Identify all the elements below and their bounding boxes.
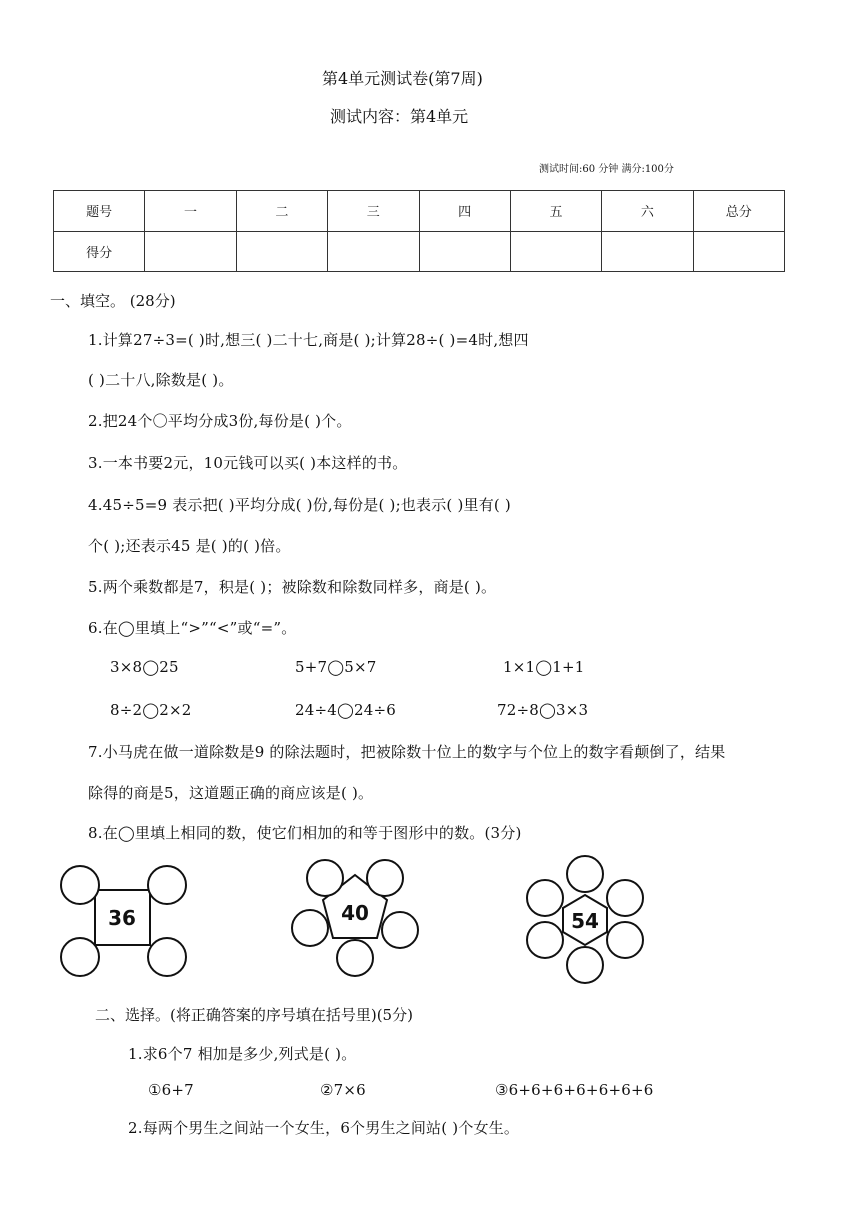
answer-circle[interactable] (61, 938, 99, 976)
answer-circle[interactable] (607, 880, 643, 916)
score-table-score-row (54, 231, 785, 272)
compare-item: 1×1◯1+1 (503, 658, 585, 676)
score-header-cell: 六 (602, 191, 693, 232)
question-1-line-1: 1.计算27÷3=( )时,想三( )二十七,商是( );计算28÷( )=4时,想四 (88, 331, 529, 349)
question-7-line-2: 除得的商是5，这道题正确的商应该是( )。 (88, 784, 374, 802)
score-header-cell: 总分 (693, 191, 784, 232)
score-header-cell: 五 (510, 191, 601, 232)
figure-number: 40 (341, 901, 369, 925)
score-table (53, 190, 785, 272)
page-subtitle: 测试内容：第4单元 (330, 107, 469, 126)
score-table-header-row (54, 191, 785, 232)
question-6: 6.在◯里填上“>”“<”或“=”。 (88, 619, 297, 637)
score-cell[interactable] (419, 231, 510, 272)
score-header-cell: 题号 (54, 191, 145, 232)
answer-circle[interactable] (292, 910, 328, 946)
answer-circle[interactable] (367, 860, 403, 896)
score-header-cell: 三 (328, 191, 419, 232)
score-header-cell: 二 (236, 191, 327, 232)
answer-circle[interactable] (148, 938, 186, 976)
answer-circle[interactable] (567, 947, 603, 983)
score-cell[interactable] (693, 231, 784, 272)
figure-hexagon (515, 850, 655, 990)
question-7-line-1: 7.小马虎在做一道除数是9 的除法题时，把被除数十位上的数字与个位上的数字看颠倒了，结果 (88, 743, 726, 761)
question-8: 8.在◯里填上相同的数，使它们相加的和等于图形中的数。(3分) (88, 824, 522, 842)
section2-heading: 二、选择。(将正确答案的序号填在括号里)(5分) (95, 1006, 413, 1024)
question-1-line-2: ( )二十八,除数是( )。 (88, 371, 234, 389)
choice-question-2: 2.每两个男生之间站一个女生，6个男生之间站( )个女生。 (128, 1119, 520, 1137)
compare-item: 24÷4◯24÷6 (295, 701, 396, 719)
question-2: 2.把24个〇平均分成3份,每份是( )个。 (88, 412, 352, 430)
score-row-label: 得分 (54, 231, 145, 272)
choice-question-1: 1.求6个7 相加是多少,列式是( )。 (128, 1045, 357, 1063)
compare-item: 72÷8◯3×3 (497, 701, 589, 719)
figure-number: 54 (571, 909, 599, 933)
choice-option[interactable]: ②7×6 (320, 1081, 366, 1099)
score-header-cell: 四 (419, 191, 510, 232)
section1-heading: 一、填空。 (28分) (50, 292, 176, 310)
score-cell[interactable] (602, 231, 693, 272)
compare-item: 5+7◯5×7 (295, 658, 377, 676)
score-cell[interactable] (236, 231, 327, 272)
figure-pentagon (285, 850, 425, 985)
choice-option[interactable]: ①6+7 (148, 1081, 194, 1099)
question-4-line-1: 4.45÷5=9 表示把( )平均分成( )份,每份是( );也表示( )里有( ) (88, 496, 511, 514)
answer-circle[interactable] (567, 856, 603, 892)
choice-option[interactable]: ③6+6+6+6+6+6+6 (495, 1081, 654, 1099)
figure-square (55, 850, 195, 985)
answer-circle[interactable] (337, 940, 373, 976)
score-header-cell: 一 (145, 191, 236, 232)
question-3: 3.一本书要2元，10元钱可以买( )本这样的书。 (88, 454, 408, 472)
answer-circle[interactable] (382, 912, 418, 948)
test-meta: 测试时间:60 分钟 满分:100分 (539, 164, 674, 175)
score-cell[interactable] (510, 231, 601, 272)
page-title: 第4单元测试卷(第7周) (322, 69, 483, 88)
score-cell[interactable] (328, 231, 419, 272)
answer-circle[interactable] (148, 866, 186, 904)
compare-item: 8÷2◯2×2 (110, 701, 192, 719)
figure-number: 36 (108, 906, 136, 930)
answer-circle[interactable] (307, 860, 343, 896)
question-4-line-2: 个( );还表示45 是( )的( )倍。 (88, 537, 291, 555)
answer-circle[interactable] (527, 880, 563, 916)
score-cell[interactable] (145, 231, 236, 272)
answer-circle[interactable] (607, 922, 643, 958)
answer-circle[interactable] (527, 922, 563, 958)
answer-circle[interactable] (61, 866, 99, 904)
compare-item: 3×8◯25 (110, 658, 179, 676)
question-5: 5.两个乘数都是7，积是( )；被除数和除数同样多，商是( )。 (88, 578, 497, 596)
